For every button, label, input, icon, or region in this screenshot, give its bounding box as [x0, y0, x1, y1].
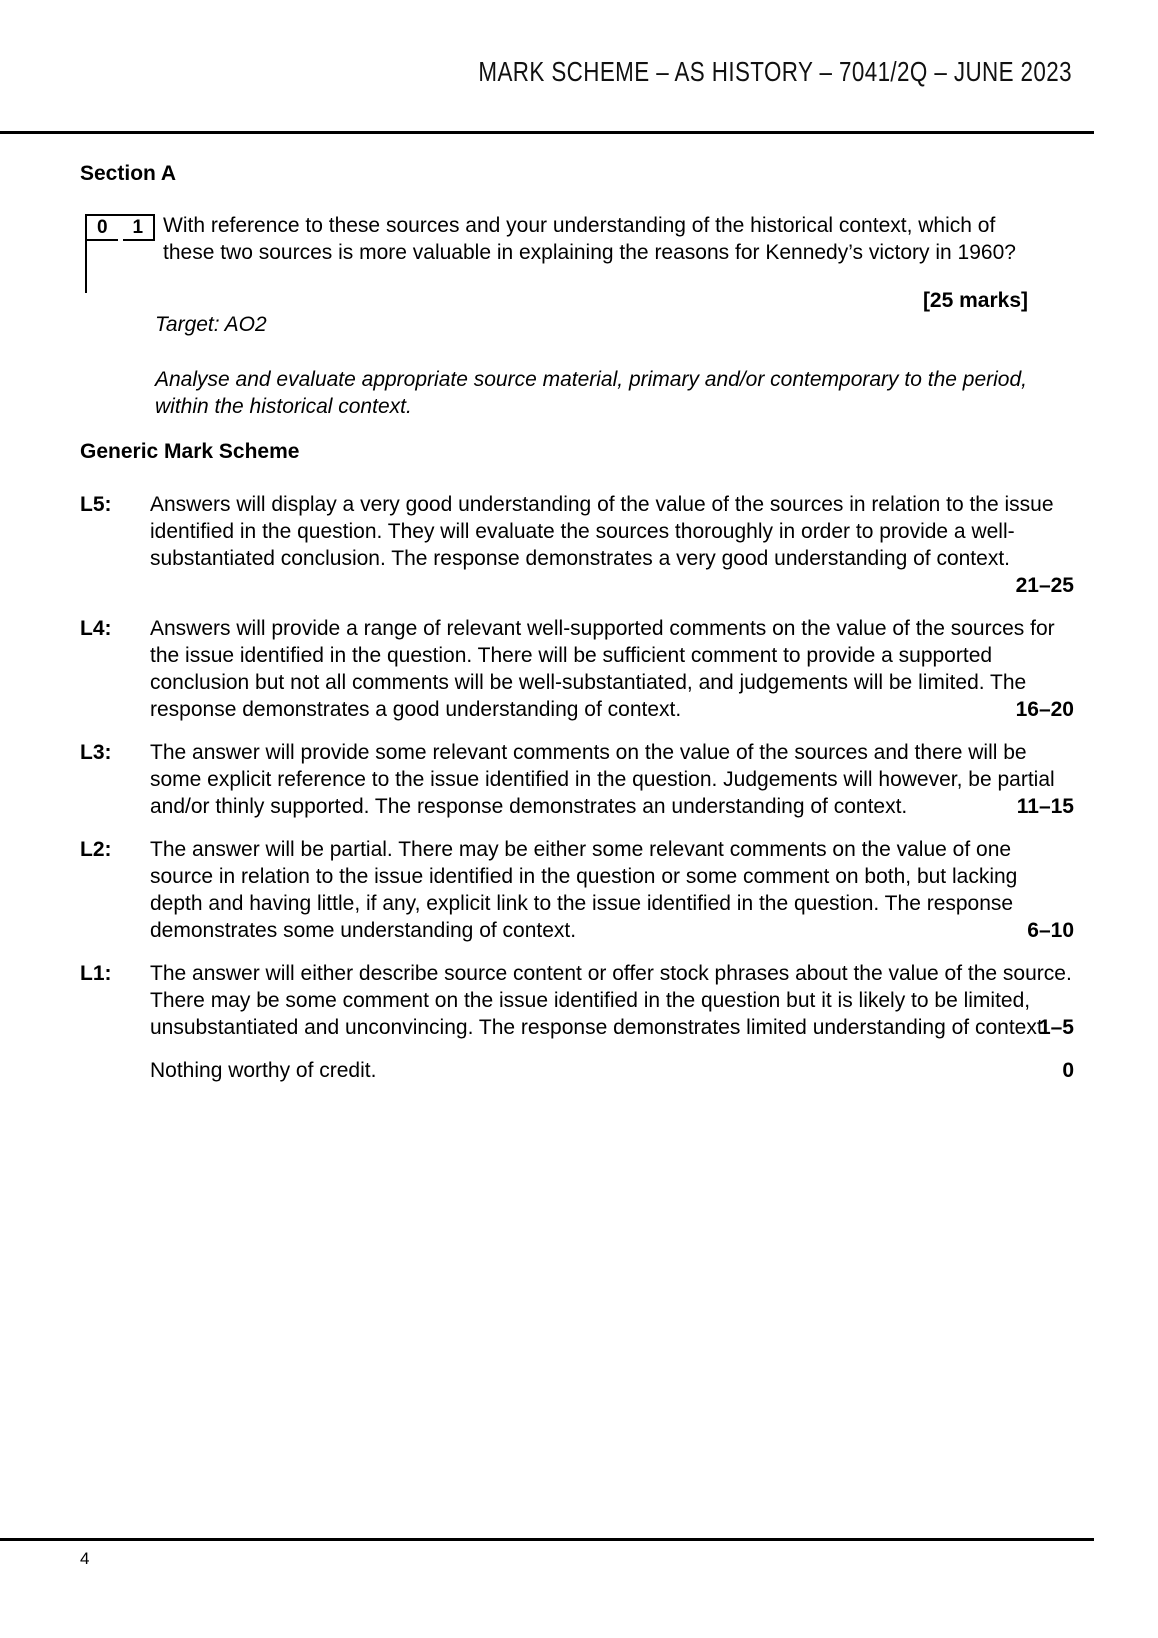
level-description: The answer will be partial. There may be either some relevant comments on the value of one source in relation to the issue identified in the question or some comment on both, but lacking depth and having little, if any, explicit link to the issue identified in the question. The response demonstrates some understanding of context. [150, 838, 1018, 942]
level-label: L3: [80, 741, 112, 764]
header-divider [0, 131, 1094, 134]
footer-divider [0, 1538, 1094, 1541]
level-description: Answers will provide a range of relevant well-supported comments on the value of the sources for the issue identified in the question. There will be sufficient comment to provide a supported conclusion but not all comments will be well-substantiated, and judgements will be limited. The response demonstrates a good understanding of context. [150, 617, 1055, 721]
question-number-digit: 1 [123, 216, 154, 241]
mark-level-row-l4 [80, 615, 1074, 723]
level-description: Nothing worthy of credit. [150, 1059, 377, 1082]
mark-level-row-l3 [80, 739, 1074, 820]
question-marks: [25 marks] [922, 289, 1028, 312]
target-note: Target: AO2 [155, 313, 267, 336]
level-marks: 1–5 [1038, 1016, 1074, 1039]
mark-level-row-zero [80, 1057, 1074, 1084]
question-text: With reference to these sources and your understanding of the historical context, which of these two sources is more valuable in explaining the reasons for Kennedy’s victory in 1960? [163, 214, 1016, 264]
question-number-box [85, 214, 155, 293]
level-label: L2: [80, 838, 112, 861]
header-title-text: MARK SCHEME – AS HISTORY – 7041/2Q – JUNE 2023 [478, 56, 1072, 87]
question-block [85, 214, 1028, 314]
level-description: The answer will provide some relevant comments on the value of the sources and there will be some explicit reference to the issue identified in the question. Judgements will however, be partial and/or thinly supported. The response demonstrates an understanding of context. [150, 741, 1055, 818]
level-marks: 6–10 [1027, 919, 1074, 942]
question-number-cells [87, 214, 155, 241]
level-label: L4: [80, 617, 112, 640]
mark-level-row-l5 [80, 491, 1074, 599]
mark-level-row-l2 [80, 836, 1074, 944]
section-heading: Section A [80, 162, 177, 185]
page-header [330, 56, 1072, 88]
generic-mark-scheme-heading: Generic Mark Scheme [80, 440, 300, 463]
mark-level-row-l1 [80, 960, 1074, 1041]
level-marks: 0 [1062, 1059, 1074, 1082]
level-marks: 16–20 [1015, 698, 1074, 721]
level-description: The answer will either describe source content or offer stock phrases about the value of the source. There may be some comment on the issue identified in the question but it is likely to be limited, unsubstantiated and unconvincing. The response demonstrates limited understanding of context. [150, 962, 1072, 1039]
question-number-digit: 0 [87, 216, 118, 241]
page-number: 4 [80, 1549, 90, 1568]
mark-levels [80, 491, 1074, 1100]
level-marks: 21–25 [1015, 574, 1074, 597]
level-label: L5: [80, 493, 112, 516]
question-row [85, 214, 1028, 293]
level-description: Answers will display a very good understanding of the value of the sources in relation to the issue identified in the question. They will evaluate the sources thoroughly in order to provide a well-substantiated conclusion. The response demonstrates a very good understanding of context. [150, 493, 1054, 570]
objective-note: Analyse and evaluate appropriate source material, primary and/or contemporary to the period, within the historical context. [155, 368, 1027, 418]
level-label [80, 1057, 150, 1084]
level-marks: 11–15 [1016, 795, 1074, 818]
level-label: L1: [80, 962, 112, 985]
